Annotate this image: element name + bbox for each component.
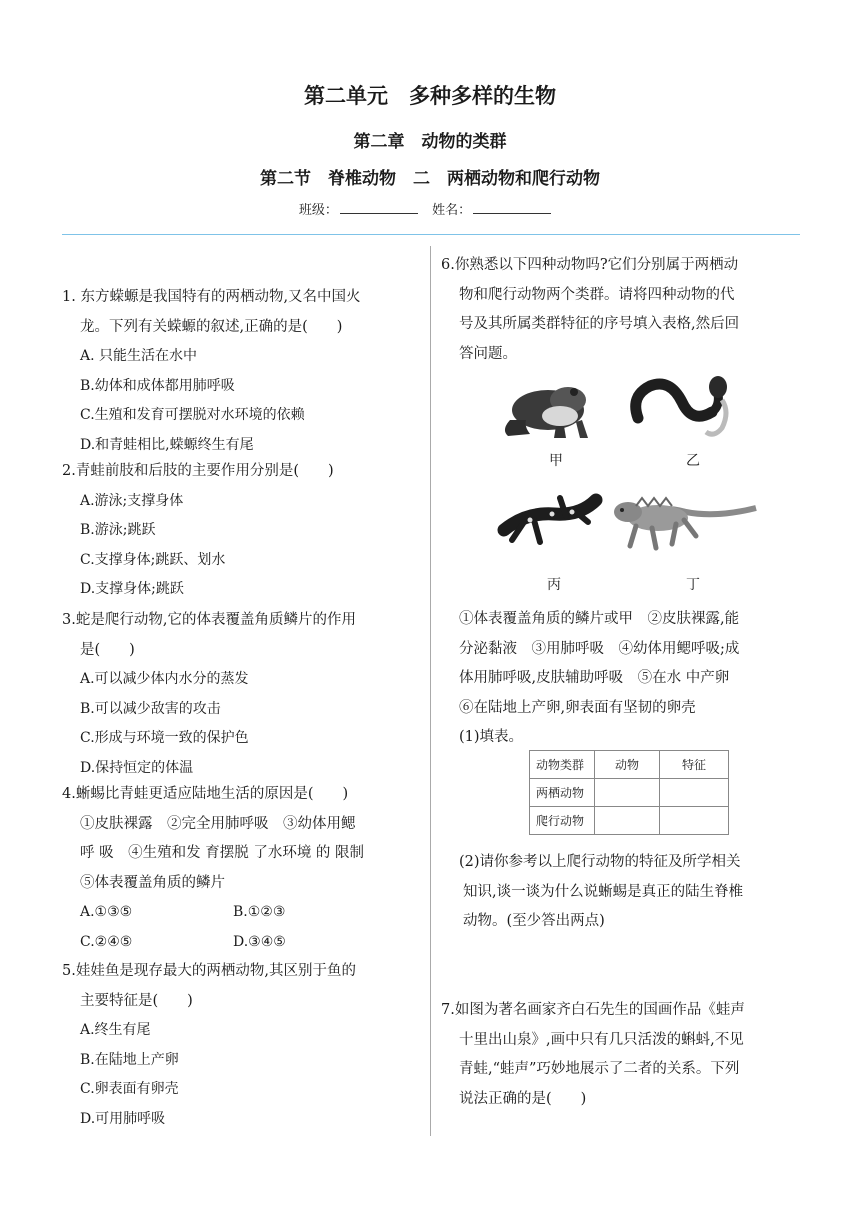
q6-stem-line4: 答问题。 (459, 345, 517, 362)
table-header-feature: 特征 (660, 751, 729, 779)
q2-stem: 2.青蛙前肢和后肢的主要作用分别是( ) (62, 463, 334, 479)
q3-option-c[interactable]: C.形成与环境一致的保护色 (80, 730, 249, 746)
table-cell-blank[interactable] (660, 807, 729, 835)
header-divider (62, 234, 800, 235)
frog-image (496, 372, 596, 442)
section-title: 第二节 脊椎动物 二 两栖动物和爬行动物 (260, 169, 600, 189)
q1-option-c[interactable]: C.生殖和发育可摆脱对水环境的依赖 (80, 407, 305, 423)
q1-stem-line1: 1. 东方蝾螈是我国特有的两栖动物,又名中国火 (62, 289, 361, 305)
q6-feature-line3: 体用肺呼吸,皮肤辅助呼吸 ⑤在水 中产卵 (459, 670, 730, 686)
q6-fill-table (529, 750, 729, 835)
q7-stem-line2: 十里出山泉》,画中只有几只活泼的蝌蚪,不见 (459, 1031, 744, 1048)
table-cell-blank[interactable] (595, 779, 660, 807)
q6-sub2 (459, 848, 801, 937)
q2-option-a[interactable]: A.游泳;支撑身体 (80, 492, 184, 509)
q7-stem-line4: 说法正确的是( ) (459, 1090, 587, 1107)
table-cell-blank[interactable] (660, 779, 729, 807)
q6-sub1: (1)填表。 (459, 729, 524, 745)
table-row (530, 779, 729, 807)
caption-ding: 丁 (686, 577, 700, 593)
snake-image (626, 372, 736, 442)
q2-option-c[interactable]: C.支撑身体;跳跃、划水 (80, 551, 226, 568)
caption-jia: 甲 (549, 453, 563, 469)
class-label: 班级： (298, 203, 338, 218)
table-header-row (530, 751, 729, 779)
table-row-amphibian: 两栖动物 (530, 779, 595, 807)
q3-stem-line1: 3.蛇是爬行动物,它的体表覆盖角质鳞片的作用 (62, 612, 356, 628)
table-cell-blank[interactable] (595, 807, 660, 835)
class-name-line (0, 199, 860, 218)
class-blank[interactable] (340, 201, 418, 214)
q6-sub2-line3: 动物。(至少答出两点) (463, 913, 605, 929)
q1-option-d[interactable]: D.和青蛙相比,蝾螈终生有尾 (80, 436, 254, 453)
q7-stem-line3: 青蛙,“蛙声”巧妙地展示了二者的关系。下列 (459, 1061, 740, 1077)
q6-feature-line1: ①体表覆盖角质的鳞片或甲 ②皮肤裸露,能 (459, 611, 740, 627)
q6-sub2-line2: 知识,谈一谈为什么说蜥蜴是真正的陆生脊椎 (463, 883, 744, 900)
q6-stem-line2: 物和爬行动物两个类群。请将四种动物的代 (459, 286, 735, 303)
q5-stem-line2: 主要特征是( ) (80, 992, 193, 1009)
chapter-title: 第二章 动物的类群 (353, 132, 507, 152)
q6-features (459, 605, 801, 753)
q4-option-b[interactable]: B.①②③ (233, 904, 286, 920)
q5-option-c[interactable]: C.卵表面有卵壳 (80, 1081, 179, 1097)
question-2 (62, 457, 424, 605)
q4-item-line1: ①皮肤裸露 ②完全用肺呼吸 ③幼体用鳃 (80, 815, 356, 832)
q5-option-b[interactable]: B.在陆地上产卵 (80, 1051, 179, 1068)
q4-stem: 4.蜥蜴比青蛙更适应陆地生活的原因是( ) (62, 786, 349, 802)
q6-feature-line4: ⑥在陆地上产卵,卵表面有坚韧的卵壳 (459, 699, 696, 716)
q3-option-d[interactable]: D.保持恒定的体温 (80, 759, 194, 776)
q6-stem-line3: 号及其所属类群特征的序号填入表格,然后回 (459, 316, 740, 332)
table-header-animal: 动物 (595, 751, 660, 779)
table-header-group: 动物类群 (530, 751, 595, 779)
q4-option-c[interactable]: C.②④⑤ (80, 933, 133, 950)
caption-bing: 丙 (547, 577, 561, 593)
q5-option-d[interactable]: D.可用肺呼吸 (80, 1110, 166, 1127)
q1-stem-line2: 龙。下列有关蝾螈的叙述,正确的是( ) (80, 318, 343, 335)
unit-title: 第二单元 多种多样的生物 (304, 84, 556, 108)
question-7 (441, 996, 801, 1114)
q7-stem-line1: 7.如图为著名画家齐白石先生的国画作品《蛙声 (441, 1002, 745, 1018)
iguana-image (606, 486, 760, 552)
q6-sub2-line1: (2)请你参考以上爬行动物的特征及所学相关 (459, 854, 741, 870)
q1-option-a[interactable]: A. 只能生活在水中 (80, 348, 198, 364)
q5-stem-line1: 5.娃娃鱼是现存最大的两栖动物,其区别于鱼的 (62, 963, 356, 979)
q3-option-b[interactable]: B.可以减少敌害的攻击 (80, 700, 221, 717)
question-4 (62, 780, 424, 957)
name-label: 姓名： (432, 203, 472, 218)
q2-option-b[interactable]: B.游泳;跳跃 (80, 522, 156, 538)
q2-option-d[interactable]: D.支撑身体;跳跃 (80, 581, 184, 597)
question-6-stem (441, 251, 801, 369)
table-row-reptile: 爬行动物 (530, 807, 595, 835)
q5-option-a[interactable]: A.终生有尾 (80, 1022, 151, 1038)
q6-feature-line2: 分泌黏液 ③用肺呼吸 ④幼体用鳃呼吸;成 (459, 640, 740, 657)
q3-stem-line2: 是( ) (80, 641, 135, 658)
question-5 (62, 957, 424, 1134)
column-divider (430, 246, 431, 1136)
q3-option-a[interactable]: A.可以减少体内水分的蒸发 (80, 671, 249, 687)
name-blank[interactable] (473, 201, 551, 214)
q1-option-b[interactable]: B.幼体和成体都用肺呼吸 (80, 377, 235, 394)
q4-item-line2: 呼 吸 ④生殖和发 育摆脱 了水环境 的 限制 (80, 845, 365, 861)
question-1 (62, 283, 424, 460)
table-row (530, 807, 729, 835)
salamander-image (496, 486, 606, 552)
q4-option-a[interactable]: A.①③⑤ (80, 904, 133, 920)
q6-stem-line1: 6.你熟悉以下四种动物吗?它们分别属于两栖动 (441, 257, 739, 273)
caption-yi: 乙 (686, 453, 700, 469)
question-3 (62, 606, 424, 783)
q4-item-line3: ⑤体表覆盖角质的鳞片 (80, 874, 225, 891)
q4-option-d[interactable]: D.③④⑤ (233, 933, 286, 950)
